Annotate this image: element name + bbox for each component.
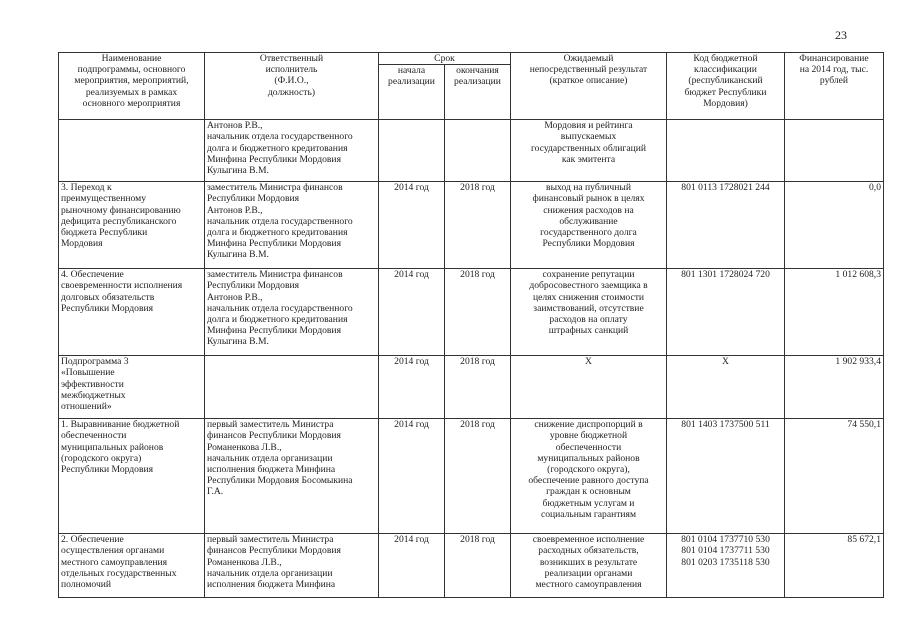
cell-name <box>59 419 205 534</box>
header-term: Срок <box>379 53 511 65</box>
text-line: преимущественному <box>61 193 147 205</box>
text-line: муниципальных районов <box>537 452 640 464</box>
table-row <box>59 120 884 182</box>
text-line: заместитель Министра финансов <box>207 269 343 281</box>
text-line: отношений» <box>61 401 112 413</box>
text-line: долга и бюджетного кредитования <box>207 227 348 239</box>
text-line: граждан к основным <box>546 486 631 498</box>
text-line: первый заместитель Министра <box>207 534 334 546</box>
text-line: дефицита республиканского <box>61 215 177 227</box>
cell-amount <box>785 120 884 182</box>
text-line: 1. Выравнивание бюджетной <box>61 419 180 431</box>
header-end <box>445 65 511 120</box>
text-line: своевременное исполнение <box>532 534 645 546</box>
header-start <box>379 65 445 120</box>
text-line: «Повышение <box>61 367 115 379</box>
cell-result <box>511 269 667 356</box>
text-line: (краткое описание) <box>549 75 628 87</box>
cell-amount: 1 902 933,4 <box>785 356 884 419</box>
text-line: целях снижения стоимости <box>532 291 645 303</box>
text-line: должность) <box>267 86 316 98</box>
text-line: местного самоуправления <box>535 579 642 591</box>
text-line: добросовестного заемщика в <box>529 280 648 292</box>
text-line: 801 0104 1737711 530 <box>681 545 770 557</box>
text-line: рублей <box>819 75 849 87</box>
cell-end: 2018 год <box>445 269 511 356</box>
text-line: мероприятия, мероприятий, <box>74 75 189 87</box>
header-name <box>59 53 205 120</box>
cell-end: 2018 год <box>445 419 511 534</box>
text-line: обеспечение равного доступа <box>528 475 649 487</box>
cell-end <box>445 120 511 182</box>
cell-budget-code <box>667 419 785 534</box>
cell-result <box>511 534 667 598</box>
text-line: заимствований, отсутствие <box>533 302 644 314</box>
text-line: 801 0203 1735118 530 <box>681 556 770 568</box>
text-line: финансовый рынок в целях <box>532 193 645 205</box>
text-line: реализуемых в рамках <box>85 86 178 98</box>
cell-budget-code <box>667 120 785 182</box>
text-line: снижение диспропорций в <box>534 419 643 431</box>
cell-amount: 0,0 <box>785 182 884 269</box>
text-line: реализации <box>454 76 501 88</box>
text-line: начальник отдела государственного <box>207 302 353 314</box>
text-line: Республики Мордовия <box>61 302 154 314</box>
table-row <box>59 419 884 534</box>
cell-start: 2014 год <box>379 182 445 269</box>
cell-executor <box>205 356 379 419</box>
cell-result <box>511 182 667 269</box>
text-line: исполнения бюджета Минфина <box>207 579 336 591</box>
text-line: муниципальных районов <box>61 441 164 453</box>
text-line: 4. Обеспечение <box>61 269 124 281</box>
text-line: исполнитель <box>265 64 318 76</box>
cell-name <box>59 182 205 269</box>
text-line: основного мероприятия <box>82 97 181 109</box>
cell-name <box>59 356 205 419</box>
text-line: межбюджетных <box>61 389 126 401</box>
table-row <box>59 534 884 598</box>
table-row <box>59 182 884 269</box>
text-line: Х <box>722 356 729 368</box>
header-budget-code <box>667 53 785 120</box>
text-line: финансов Республики Мордовия <box>207 430 341 442</box>
text-line: Антонов Р.В., <box>207 291 263 303</box>
cell-start <box>379 120 445 182</box>
text-line: местного самоуправления <box>61 556 168 568</box>
text-line: уровне бюджетной <box>549 430 628 442</box>
text-line: обеспеченности <box>61 430 127 442</box>
text-line: (городского округа), <box>547 464 630 476</box>
text-line: долговых обязательств <box>61 291 155 303</box>
text-line: 2. Обеспечение <box>61 534 124 546</box>
text-line: финансов Республики Мордовия <box>207 545 341 557</box>
cell-amount: 85 672,1 <box>785 534 884 598</box>
text-line: своевременности исполнения <box>61 280 183 292</box>
text-line: государственного долга <box>540 227 637 239</box>
text-line: 801 1403 1737500 511 <box>681 419 770 431</box>
text-line: Финансирование <box>799 53 869 64</box>
text-line: Минфина Республики Мордовия <box>207 238 341 250</box>
text-line: Романенкова Л.В., <box>207 556 282 568</box>
program-table <box>58 52 884 598</box>
cell-budget-code <box>667 269 785 356</box>
text-line: Мордовия и рейтинга <box>544 120 633 132</box>
text-line: Кулыгина В.М. <box>207 336 269 348</box>
text-line: Антонов Р.В., <box>207 120 263 132</box>
cell-end: 2018 год <box>445 356 511 419</box>
header-executor <box>205 53 379 120</box>
text-line: окончания <box>456 65 499 77</box>
text-line: Мордовия <box>61 238 103 250</box>
cell-name <box>59 120 205 182</box>
cell-executor <box>205 419 379 534</box>
cell-name <box>59 534 205 598</box>
cell-end: 2018 год <box>445 182 511 269</box>
cell-budget-code <box>667 356 785 419</box>
cell-result <box>511 120 667 182</box>
text-line: 801 0104 1737710 530 <box>681 534 770 546</box>
text-line: Республики Мордовия Босомыкина <box>207 475 353 487</box>
text-line: начальник отдела организации <box>207 567 333 579</box>
text-line: рыночному финансированию <box>61 204 181 216</box>
text-line: Наименование <box>101 53 162 64</box>
table-row <box>59 269 884 356</box>
text-line: возникших в результате <box>539 556 638 568</box>
text-line: непосредственный результат <box>529 64 648 76</box>
cell-executor <box>205 120 379 182</box>
text-line: снижения расходов на <box>543 204 634 216</box>
text-line: Республики Мордовия <box>61 464 154 476</box>
text-line: социальным гарантиям <box>540 508 637 520</box>
cell-start: 2014 год <box>379 356 445 419</box>
text-line: как эмитента <box>561 153 616 165</box>
text-line: расходов на оплату <box>549 314 628 326</box>
cell-amount: 1 012 608,3 <box>785 269 884 356</box>
text-line: 801 0113 1728021 244 <box>681 182 770 194</box>
cell-budget-code <box>667 534 785 598</box>
cell-budget-code <box>667 182 785 269</box>
cell-result <box>511 419 667 534</box>
cell-executor <box>205 534 379 598</box>
text-line: реализации <box>388 76 435 88</box>
text-line: Г.А. <box>207 486 224 498</box>
text-line: Республики Мордовия <box>207 280 300 292</box>
text-line: государственных облигаций <box>530 142 647 154</box>
text-line: (городского округа) <box>61 452 142 464</box>
text-line: расходных обязательств, <box>538 545 639 557</box>
text-line: выпускаемых <box>560 131 617 143</box>
text-line: Романенкова Л.В., <box>207 441 282 453</box>
cell-result <box>511 356 667 419</box>
text-line: долга и бюджетного кредитования <box>207 314 348 326</box>
text-line: (Ф.И.О., <box>274 75 309 87</box>
text-line: начальник отдела государственного <box>207 131 353 143</box>
text-line: Кулыгина В.М. <box>207 165 269 177</box>
text-line: бюджетным услугам и <box>542 497 635 509</box>
text-line: Антонов Р.В., <box>207 204 263 216</box>
text-line: первый заместитель Министра <box>207 419 334 431</box>
header-financing <box>785 53 884 120</box>
text-line: реализации органами <box>544 567 633 579</box>
text-line: полномочий <box>61 579 112 591</box>
table-body <box>59 120 884 598</box>
table-row <box>59 356 884 419</box>
cell-start: 2014 год <box>379 269 445 356</box>
text-line: сохранение репутации <box>542 269 635 281</box>
text-line: отдельных государственных <box>61 567 177 579</box>
cell-executor <box>205 269 379 356</box>
text-line: Мордовия) <box>703 97 748 109</box>
text-line: Х <box>585 356 592 368</box>
text-line: (республиканский <box>688 75 763 87</box>
text-line: выход на публичный <box>546 182 631 194</box>
text-line: Республики Мордовия <box>542 238 635 250</box>
header-result <box>511 53 667 120</box>
text-line: Подпрограмма 3 <box>61 356 129 368</box>
text-line: Ожидаемый <box>563 53 614 64</box>
text-line: эффективности <box>61 378 124 390</box>
text-line: 3. Переход к <box>61 182 112 194</box>
cell-start: 2014 год <box>379 534 445 598</box>
cell-amount: 74 550,1 <box>785 419 884 534</box>
text-line: классификации <box>694 64 757 76</box>
text-line: долга и бюджетного кредитования <box>207 142 348 154</box>
text-line: заместитель Министра финансов <box>207 182 343 194</box>
text-line: Кулыгина В.М. <box>207 249 269 261</box>
text-line: исполнения бюджета Минфина <box>207 464 336 476</box>
text-line: на 2014 год, тыс. <box>799 64 869 76</box>
text-line: начала <box>397 65 426 77</box>
text-line: бюджета Республики <box>61 227 148 239</box>
text-line: Код бюджетной <box>693 53 758 64</box>
text-line: 801 1301 1728024 720 <box>681 269 770 281</box>
text-line: Ответственный <box>259 53 324 64</box>
cell-executor <box>205 182 379 269</box>
cell-start: 2014 год <box>379 419 445 534</box>
text-line: Минфина Республики Мордовия <box>207 325 341 337</box>
text-line: обслуживание <box>559 215 618 227</box>
text-line: осуществления органами <box>61 545 165 557</box>
text-line: начальник отдела организации <box>207 452 333 464</box>
text-line: Минфина Республики Мордовия <box>207 153 341 165</box>
text-line: начальник отдела государственного <box>207 215 353 227</box>
cell-end: 2018 год <box>445 534 511 598</box>
text-line: Республики Мордовия <box>207 193 300 205</box>
text-line: штрафных санкций <box>548 325 629 337</box>
page-number: 23 <box>835 28 847 42</box>
text-line: подпрограммы, основного <box>77 64 186 76</box>
text-line: обеспеченности <box>555 441 622 453</box>
text-line: бюджет Республики <box>684 86 767 98</box>
cell-name <box>59 269 205 356</box>
